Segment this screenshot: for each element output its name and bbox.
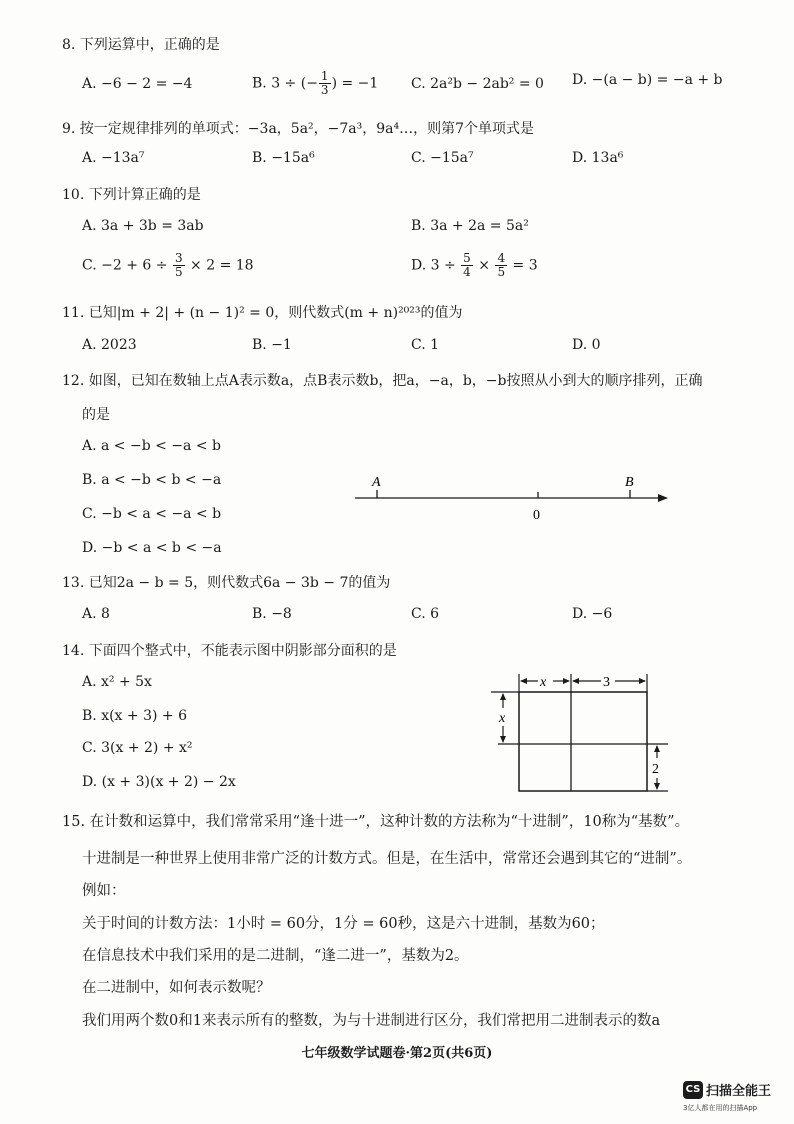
q15-line3: 例如： xyxy=(82,883,126,899)
q8-option-b: B. 3 ÷ (− $\frac{1}{3}$ ) = −1 xyxy=(252,69,379,97)
q8-stem: 8. 下列运算中，正确的是 xyxy=(62,37,220,53)
q10-option-d: D. 3 ÷ $\frac{5}{4}$ × $\frac{4}{5}$ = 3 xyxy=(411,251,538,279)
q10-c-fraction: $\frac{3}{5}$ xyxy=(174,251,183,279)
q10-d-fraction-2: $\frac{4}{5}$ xyxy=(497,251,506,279)
label-b: B xyxy=(625,475,634,490)
q15-line4: 关于时间的计数方法：1小时 = 60分，1分 = 60秒，这是六十进制，基数为60； xyxy=(82,916,605,932)
q15-line5: 在信息技术中我们采用的是二进制，“逢二进一”，基数为2。 xyxy=(82,948,469,964)
q13-option-c: C. 6 xyxy=(411,606,440,622)
dim-x-left: x xyxy=(499,711,506,726)
number-line-figure xyxy=(350,470,675,530)
q14-option-b: B. x(x + 3) + 6 xyxy=(82,708,187,724)
cs-tagline: 3亿人都在用的扫描App xyxy=(683,1104,758,1112)
q12-option-b: B. a < −b < b < −a xyxy=(82,472,222,488)
q14-option-d: D. (x + 3)(x + 2) − 2x xyxy=(82,774,236,790)
page-footer: 七年级数学试题卷·第2页(共6页) xyxy=(301,1046,493,1061)
dim-3: 3 xyxy=(603,675,610,690)
q13-option-b: B. −8 xyxy=(252,606,292,622)
cs-app-name: 扫描全能王 xyxy=(706,1084,772,1099)
q12-option-c: C. −b < a < −a < b xyxy=(82,506,222,522)
q15-line6: 在二进制中，如何表示数呢？ xyxy=(82,980,271,996)
q15-line7: 我们用两个数0和1来表示所有的整数，为与十进制进行区分，我们常把用二进制表示的数a xyxy=(82,1013,661,1029)
q9-option-c: C. −15a⁷ xyxy=(411,150,474,166)
q8-option-c: C. 2a²b − 2ab² = 0 xyxy=(411,76,544,92)
q12-option-d: D. −b < a < b < −a xyxy=(82,540,222,556)
q8-fraction: $\frac{1}{3}$ xyxy=(320,69,329,97)
q9-option-d: D. 13a⁶ xyxy=(572,150,624,166)
number-line-arrow xyxy=(658,494,668,502)
q8-option-d: D. −(a − b) = −a + b xyxy=(572,72,723,88)
q8-option-a: A. −6 − 2 = −4 xyxy=(82,76,193,92)
q11-stem: 11. 已知|m + 2| + (n − 1)² = 0，则代数式(m + n)²⁰²³的值为 xyxy=(62,305,463,321)
q14-option-c: C. 3(x + 2) + x² xyxy=(82,740,193,756)
dim-2: 2 xyxy=(652,762,659,777)
q10-d-fraction-1: $\frac{5}{4}$ xyxy=(463,251,471,279)
q13-option-d: D. −6 xyxy=(572,606,613,622)
q10-option-c: C. −2 + 6 ÷ $\frac{3}{5}$ × 2 = 18 xyxy=(82,251,254,279)
q13-option-a: A. 8 xyxy=(82,606,110,622)
q12-stem-line2: 的是 xyxy=(82,407,110,423)
q9-option-b: B. −15a⁶ xyxy=(252,150,315,166)
q15-line1: 15. 在计数和运算中，我们常常采用“逢十进一”，这种计数的方法称为“十进制”，10称为“基数”。 xyxy=(62,814,690,830)
q11-option-c: C. 1 xyxy=(411,337,440,353)
q11-option-b: B. −1 xyxy=(252,337,292,353)
q10-option-b: B. 3a + 2a = 5a² xyxy=(411,218,529,234)
rectangle-area-figure xyxy=(486,664,676,799)
q14-option-a: A. x² + 5x xyxy=(82,674,152,690)
q11-option-a: A. 2023 xyxy=(82,337,137,353)
q10-option-a: A. 3a + 3b = 3ab xyxy=(82,218,204,234)
outer-rectangle xyxy=(519,692,647,791)
label-zero: 0 xyxy=(533,508,540,523)
scanner-watermark xyxy=(683,1080,771,1099)
q14-stem: 14. 下面四个整式中，不能表示图中阴影部分面积的是 xyxy=(62,643,397,659)
q13-stem: 13. 已知2a − b = 5，则代数式6a − 3b − 7的值为 xyxy=(62,575,391,591)
q9-option-a: A. −13a⁷ xyxy=(82,150,145,166)
q12-stem-line1: 12. 如图，已知在数轴上点A表示数a，点B表示数b，把a，−a，b，−b按照从小到大的顺序排列，正确 xyxy=(62,373,703,389)
label-a: A xyxy=(372,475,381,490)
q15-line2: 十进制是一种世界上使用非常广泛的计数方式。但是，在生活中，常常还会遇到其它的“进制”。 xyxy=(82,851,692,867)
q12-option-a: A. a < −b < −a < b xyxy=(82,438,221,454)
q9-stem: 9. 按一定规律排列的单项式：−3a，5a²，−7a³，9a⁴…，则第7个单项式是 xyxy=(62,121,535,137)
cs-logo-icon: CS xyxy=(683,1081,703,1099)
q11-option-d: D. 0 xyxy=(572,337,601,353)
dim-x-top: x xyxy=(540,675,547,690)
q10-stem: 10. 下列计算正确的是 xyxy=(62,187,201,203)
